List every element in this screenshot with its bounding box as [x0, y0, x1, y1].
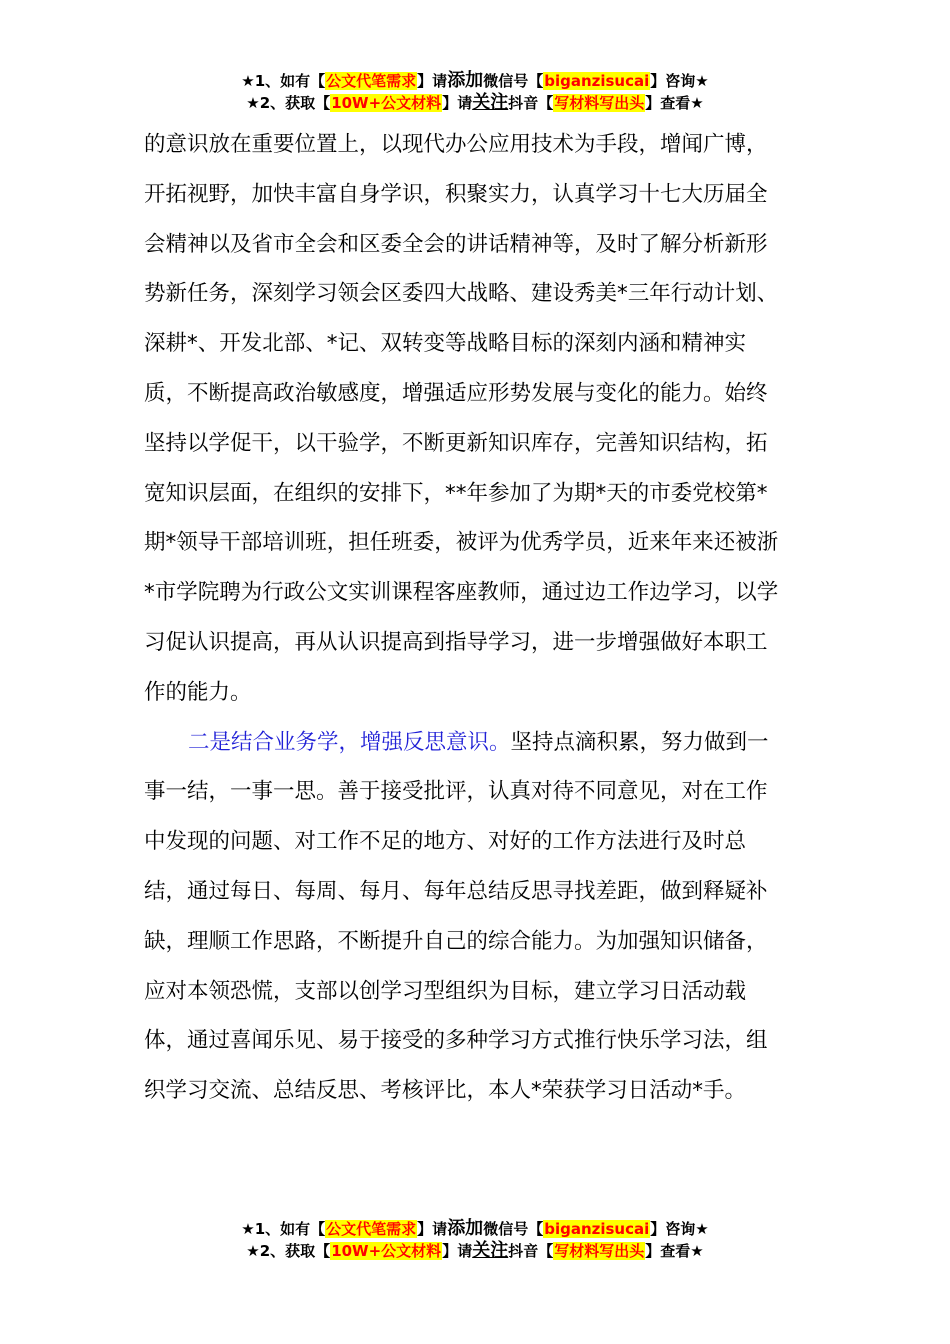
footer-banner — [0, 1218, 950, 1262]
text-line: 坚持以学促干，以干验学，不断更新知识库存，完善知识结构，拓 — [144, 430, 768, 456]
section-heading: 二是结合业务学，增强反思意识。 — [188, 729, 511, 755]
banner-text: ★1、如有【 — [241, 72, 326, 90]
banner-emphasis: 添加 — [447, 1218, 484, 1239]
text-line: 中发现的问题、对工作不足的地方、对好的工作方法进行及时总 — [144, 829, 747, 855]
banner-highlight: 写材料写出头 — [554, 1242, 645, 1260]
paragraph-2 — [144, 718, 808, 1116]
banner-text: 】请 — [417, 72, 448, 90]
banner-text: 】查看★ — [645, 94, 704, 112]
header-banner — [0, 70, 950, 114]
banner-highlight: 10W+公文材料 — [331, 94, 442, 112]
banner-text: ★1、如有【 — [241, 1220, 326, 1238]
text-line: 应对本领恐慌，支部以创学习型组织为目标，建立学习日活动载 — [144, 978, 747, 1004]
text-line: 期*领导干部培训班，担任班委，被评为优秀学员，近来年来还被浙 — [144, 530, 779, 556]
paragraph-1 — [144, 120, 808, 718]
text-line: 织学习交流、总结反思、考核评比，本人*荣获学习日活动*手。 — [144, 1078, 747, 1104]
banner-text: 】咨询★ — [650, 1220, 709, 1238]
text-line: 缺，理顺工作思路，不断提升自己的综合能力。为加强知识储备， — [144, 928, 768, 954]
text-span: 坚持点滴积累，努力做到一 — [510, 729, 769, 755]
banner-emphasis: 添加 — [447, 70, 484, 91]
banner-text: 】请 — [442, 1242, 473, 1260]
banner-text: 抖音【 — [508, 94, 554, 112]
text-line: 深耕*、开发北部、*记、双转变等战略目标的深刻内涵和精神实 — [144, 331, 747, 357]
banner-text: 】咨询★ — [650, 72, 709, 90]
banner-highlight: 10W+公文材料 — [331, 1242, 442, 1260]
banner-text: 】请 — [442, 94, 473, 112]
text-line: 习促认识提高，再从认识提高到指导学习，进一步增强做好本职工 — [144, 629, 768, 655]
text-line: 体，通过喜闻乐见、易于接受的多种学习方式推行快乐学习法，组 — [144, 1028, 768, 1054]
banner-text: 】查看★ — [645, 1242, 704, 1260]
banner-highlight: 写材料写出头 — [554, 94, 645, 112]
text-line: 事一结，一事一思。善于接受批评，认真对待不同意见，对在工作 — [144, 779, 768, 805]
text-line: 作的能力。 — [144, 679, 252, 705]
banner-emphasis: 关注 — [472, 92, 509, 113]
banner-emphasis: 关注 — [472, 1240, 509, 1261]
banner-text: 】请 — [417, 1220, 448, 1238]
banner-highlight: 公文代笔需求 — [326, 72, 417, 90]
text-line: 开拓视野，加快丰富自身学识，积聚实力，认真学习十七大历届全 — [144, 181, 768, 207]
banner-text: ★2、获取【 — [246, 1242, 331, 1260]
banner-text: 抖音【 — [508, 1242, 554, 1260]
banner-highlight: 公文代笔需求 — [326, 1220, 417, 1238]
banner-text: ★2、获取【 — [246, 94, 331, 112]
banner-highlight: biganzisucai — [544, 1220, 650, 1238]
text-line: 结，通过每日、每周、每月、每年总结反思寻找差距，做到释疑补 — [144, 878, 768, 904]
text-line: 质，不断提高政治敏感度，增强适应形势发展与变化的能力。始终 — [144, 380, 768, 406]
text-line: *市学院聘为行政公文实训课程客座教师，通过边工作边学习，以学 — [144, 580, 779, 606]
banner-line-1 — [0, 1218, 950, 1240]
banner-highlight: biganzisucai — [544, 72, 650, 90]
text-line: 势新任务，深刻学习领会区委四大战略、建设秀美*三年行动计划、 — [144, 281, 779, 307]
document-body — [144, 120, 808, 1116]
text-line: 宽知识层面，在组织的安排下，**年参加了为期*天的市委党校第* — [144, 480, 768, 506]
text-line — [144, 718, 808, 768]
banner-line-1 — [0, 70, 950, 92]
banner-text: 微信号【 — [483, 1220, 544, 1238]
text-line: 会精神以及省市全会和区委全会的讲话精神等，及时了解分析新形 — [144, 231, 768, 257]
banner-line-2 — [0, 1240, 950, 1262]
text-line: 的意识放在重要位置上，以现代办公应用技术为手段，增闻广博， — [144, 132, 768, 157]
banner-line-2 — [0, 92, 950, 114]
banner-text: 微信号【 — [483, 72, 544, 90]
